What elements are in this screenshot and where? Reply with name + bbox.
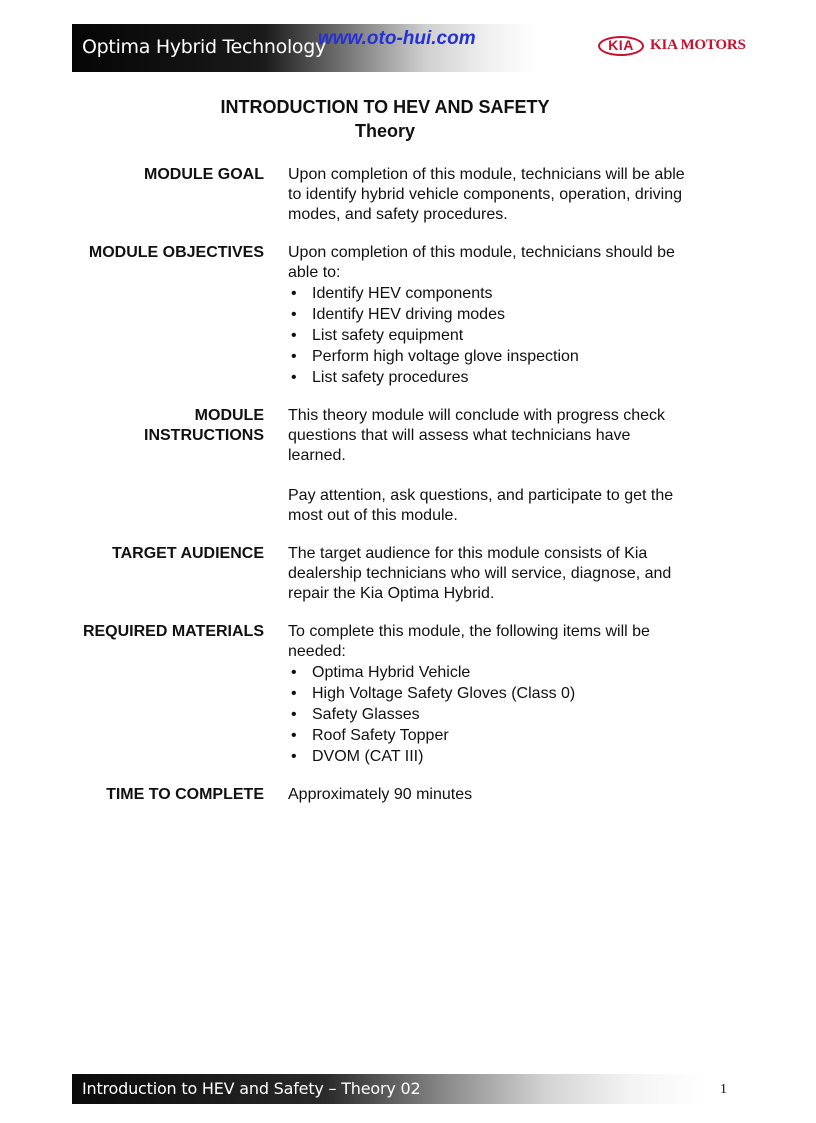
section-module-goal — [72, 165, 712, 225]
section-label: MODULE INSTRUCTIONS — [144, 407, 264, 444]
list-item: • Optima Hybrid Vehicle — [288, 662, 688, 683]
section-module-objectives — [72, 243, 712, 388]
list-item: • DVOM (CAT III) — [288, 746, 688, 767]
list-item: • Identify HEV driving modes — [288, 304, 688, 325]
section-body — [288, 622, 688, 767]
list-item: • Identify HEV components — [288, 283, 688, 304]
footer-title: Introduction to HEV and Safety – Theory 02 — [82, 1079, 421, 1098]
list-item: • List safety equipment — [288, 325, 688, 346]
page-subtitle: Theory — [354, 121, 415, 141]
audience-text: The target audience for this module consists of Kia dealership technicians who will service, diagnose, and repair the Kia Optima Hybrid. — [288, 545, 672, 602]
section-target-audience — [72, 544, 712, 604]
list-item: • Safety Glasses — [288, 704, 688, 725]
objectives-intro: Upon completion of this module, technicians should be able to: — [288, 244, 675, 281]
section-label: TARGET AUDIENCE — [112, 545, 264, 562]
section-required-materials — [72, 622, 712, 767]
time-text: Approximately 90 minutes — [288, 786, 473, 803]
section-body — [288, 243, 688, 388]
section-body — [288, 544, 688, 604]
section-module-instructions — [72, 406, 712, 526]
objectives-list — [288, 283, 688, 388]
goal-text: Upon completion of this module, technicians will be able to identify hybrid vehicle components, operation, driving modes, and safety procedures. — [288, 166, 685, 223]
list-item: • Perform high voltage glove inspection — [288, 346, 688, 367]
instructions-para-1: This theory module will conclude with progress check questions that will assess what technicians have learned. — [288, 407, 666, 464]
materials-intro: To complete this module, the following items will be needed: — [288, 623, 650, 660]
section-time-to-complete — [72, 785, 712, 805]
page-number: 1 — [720, 1082, 727, 1097]
module-content — [72, 165, 712, 823]
section-body — [288, 785, 688, 805]
kia-oval-text: KIA — [608, 37, 634, 53]
list-item: • High Voltage Safety Gloves (Class 0) — [288, 683, 688, 704]
section-body — [288, 406, 688, 526]
header-title: Optima Hybrid Technology — [82, 36, 326, 58]
instructions-para-2: Pay attention, ask questions, and participate to get the most out of this module. — [288, 487, 674, 524]
list-item: • Roof Safety Topper — [288, 725, 688, 746]
section-label: MODULE GOAL — [144, 166, 264, 183]
kia-motors-logo — [598, 36, 746, 58]
kia-motors-wordmark: KIA MOTORS — [650, 37, 746, 53]
list-item: • List safety procedures — [288, 367, 688, 388]
header-url[interactable]: www.oto-hui.com — [318, 28, 476, 49]
section-label: TIME TO COMPLETE — [106, 786, 264, 803]
section-label: MODULE OBJECTIVES — [88, 244, 264, 261]
section-label: REQUIRED MATERIALS — [82, 623, 264, 640]
section-body — [288, 165, 688, 225]
page-title: INTRODUCTION TO HEV AND SAFETY — [220, 97, 550, 117]
materials-list — [288, 662, 688, 767]
